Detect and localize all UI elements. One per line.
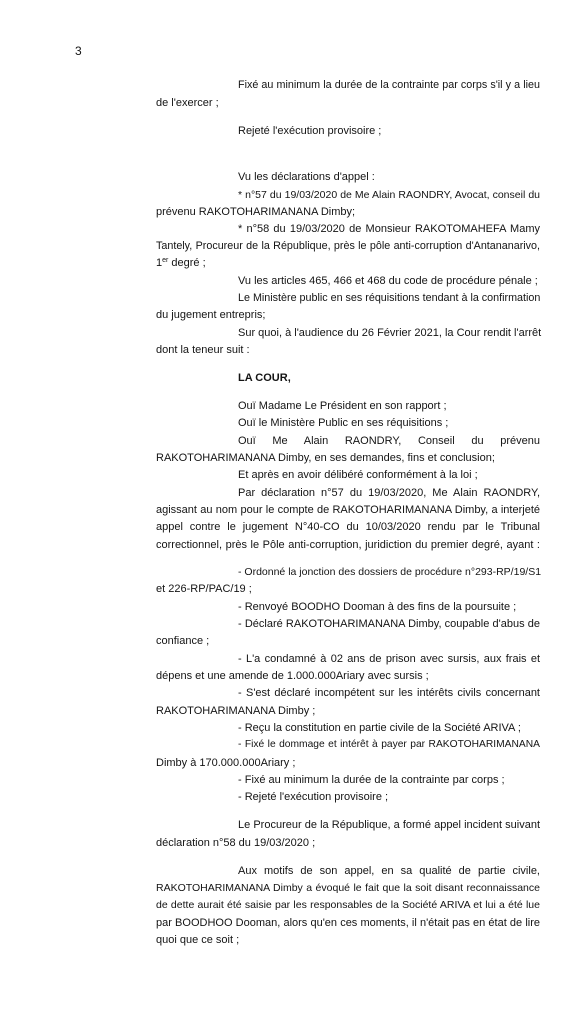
text-line: * n°57 du 19/03/2020 de Me Alain RAONDRY, Avocat, conseil du [238,189,540,201]
text-line: Le Ministère public en ses réquisitions tendant à la confirmation [238,292,541,304]
text-line: Sur quoi, à l'audience du 26 Février 2021, la Cour rendit l'arrêt [238,327,542,339]
text-line: 1er degré ; [156,257,206,269]
text-line: agissant au nom pour le compte de RAKOTOHARIMANANA Dimby, a interjeté [156,504,540,516]
text-line: Fixé au minimum la durée de la contrainte par corps s'il y a lieu [238,79,540,91]
text-line: Aux motifs de son appel, en sa qualité de partie civile, [238,865,540,877]
text-line: déclaration n°58 du 19/03/2020 ; [156,837,316,849]
text-line: Ouï Madame Le Président en son rapport ; [238,400,447,412]
section-heading: LA COUR, [238,372,291,384]
text-line: Ouï Me Alain RAONDRY, Conseil du prévenu [238,435,540,447]
text-line: - Ordonné la jonction des dossiers de procédure n°293-RP/19/S1 [238,566,542,578]
text-line: RAKOTOHARIMANANA Dimby, en ses demandes, fins et conclusion; [156,452,495,464]
text-line: par BOODHOO Dooman, alors qu'en ces moments, il n'était pas en état de lire [156,917,540,929]
text-line: de l'exercer ; [156,97,219,109]
text-line: * n°58 du 19/03/2020 de Monsieur RAKOTOMAHEFA Mamy [238,223,540,235]
text-line: Vu les articles 465, 466 et 468 du code de procédure pénale ; [238,275,538,287]
text-line: - Reçu la constitution en partie civile de la Société ARIVA ; [238,722,521,734]
text-line: RAKOTOHARIMANANA Dimby a évoqué le fait que la soit disant reconnaissance [156,882,540,894]
text-line: de dette aurait été saisie par les responsables de la Société ARIVA et lui a été lue [156,899,540,911]
text-line: confiance ; [156,635,210,647]
text-line: - Renvoyé BOODHO Dooman à des fins de la poursuite ; [238,601,517,613]
text-line: appel contre le jugement N°40-CO du 10/03/2020 rendu par le Tribunal [156,521,540,533]
text-line: - S'est déclaré incompétent sur les intérêts civils concernant [238,687,540,699]
text-line: dont la teneur suit : [156,344,250,356]
text-line: Vu les déclarations d'appel : [238,171,375,183]
text-line: et 226-RP/PAC/19 ; [156,583,252,595]
text-line: RAKOTOHARIMANANA Dimby ; [156,705,316,717]
text-line: Et après en avoir délibéré conformément à la loi ; [238,469,478,481]
text-line: - Rejeté l'exécution provisoire ; [238,791,389,803]
text-line: - L'a condamné à 02 ans de prison avec sursis, aux frais et [238,653,540,665]
text-line: Rejeté l'exécution provisoire ; [238,125,382,137]
text-line: - Fixé au minimum la durée de la contrainte par corps ; [238,774,505,786]
text-line: Le Procureur de la République, a formé appel incident suivant [238,819,540,831]
text-line: correctionnel, près le Pôle anti-corruption, juridiction du premier degré, ayant : [156,539,540,551]
text-line: Par déclaration n°57 du 19/03/2020, Me Alain RAONDRY, [238,487,540,499]
text-line: - Fixé le dommage et intérêt à payer par RAKOTOHARIMANANA [238,739,540,750]
text-line: du jugement entrepris; [156,309,266,321]
text-line: quoi que ce soit ; [156,934,240,946]
text-line: Dimby à 170.000.000Ariary ; [156,757,296,769]
text-line: - Déclaré RAKOTOHARIMANANA Dimby, coupable d'abus de [238,618,540,630]
text-line: Tantely, Procureur de la République, près le pôle anti-corruption d'Antananarivo, [156,240,540,252]
text-line: prévenu RAKOTOHARIMANANA Dimby; [156,206,356,218]
page-number: 3 [75,44,82,58]
text-line: Ouï le Ministère Public en ses réquisitions ; [238,417,449,429]
text-line: dépens et une amende de 1.000.000Ariary avec sursis ; [156,670,429,682]
